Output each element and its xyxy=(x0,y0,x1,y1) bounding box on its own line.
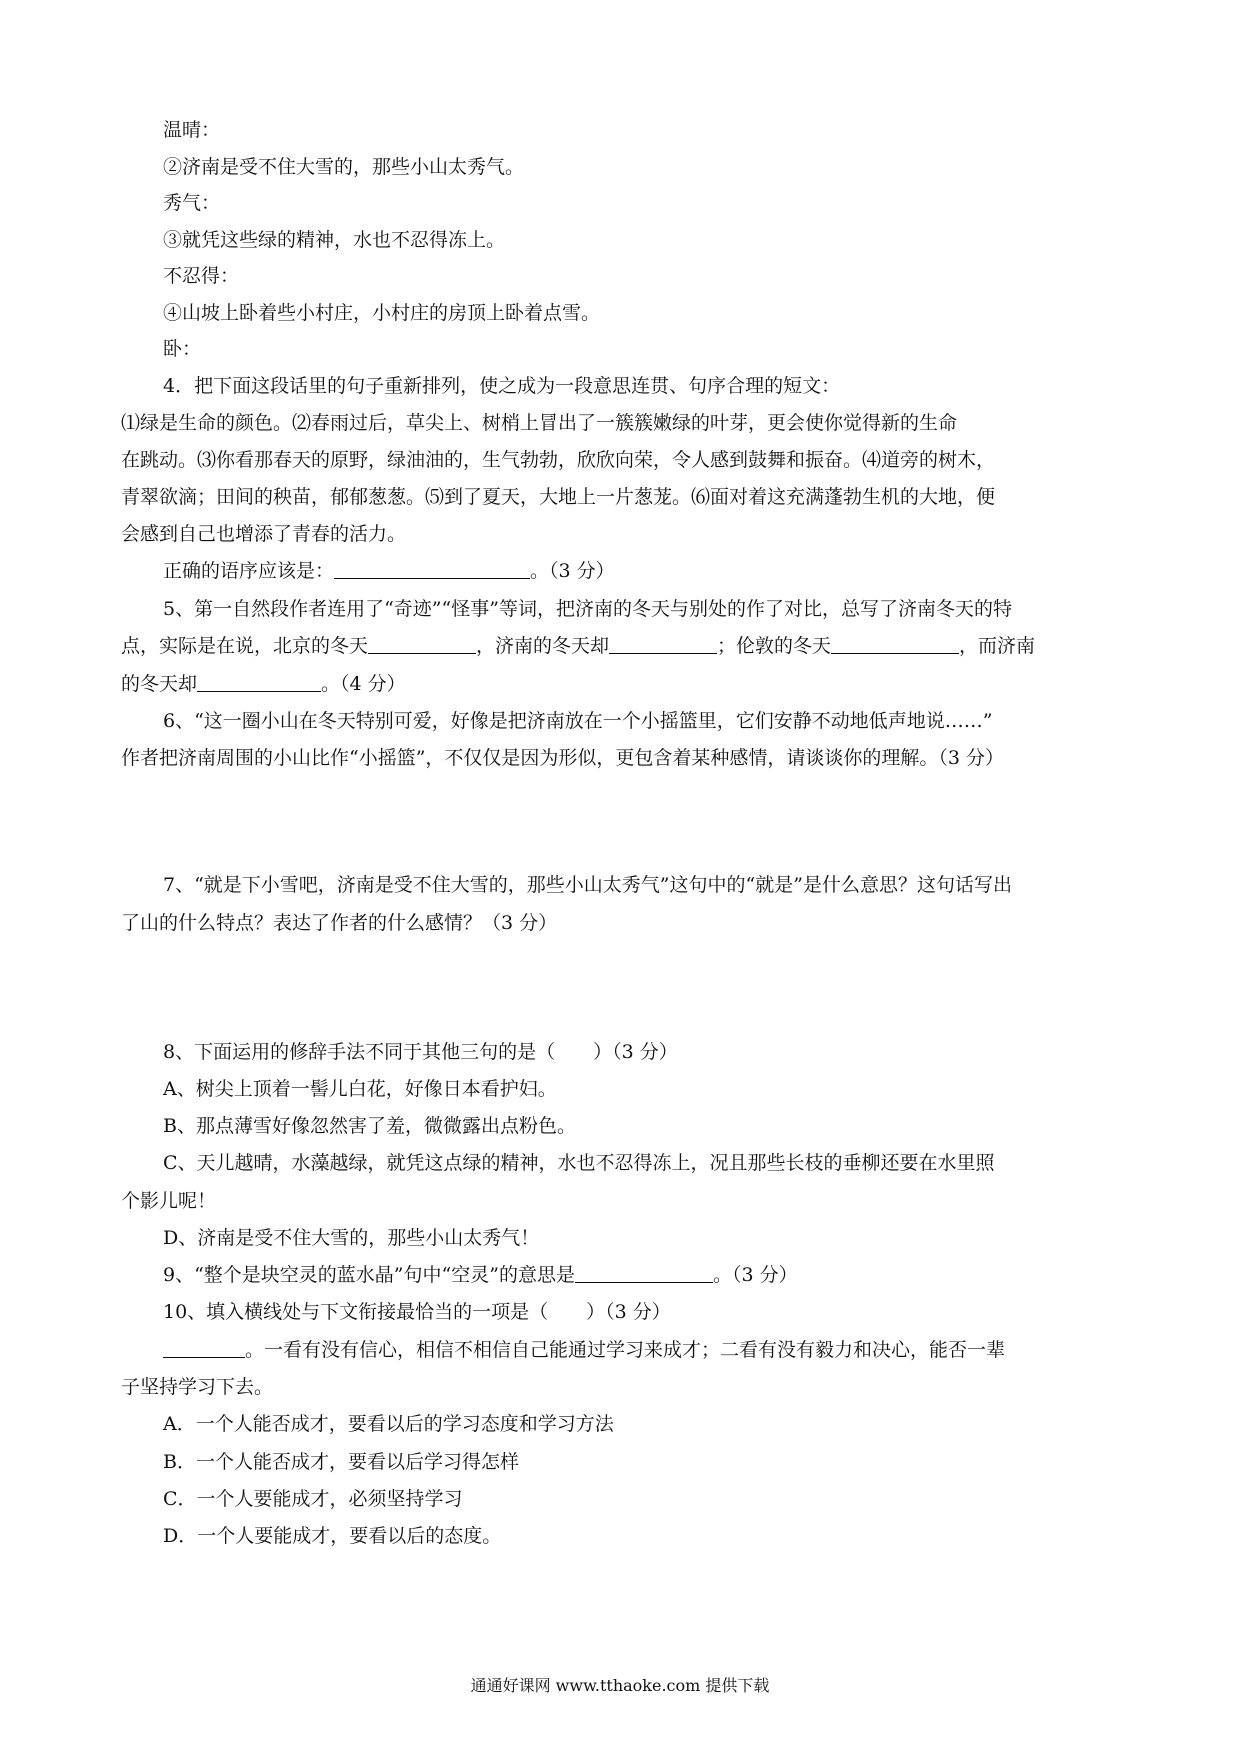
q10-option-d[interactable]: D．一个人要能成才，要看以后的态度。 xyxy=(163,1525,502,1547)
page-footer: 通通好课网 www.tthaoke.com 提供下载 xyxy=(470,1676,770,1695)
q10-para-line-1 xyxy=(163,1338,1005,1362)
q5-text-c: ；伦敦的冬天 xyxy=(717,635,832,657)
q9-line xyxy=(163,1263,798,1287)
q9-text-a: 9、“整个是块空灵的蓝水晶”句中“空灵”的意思是 xyxy=(163,1264,575,1286)
q8-stem: 8、下面运用的修辞手法不同于其他三句的是（ ）（3 分） xyxy=(163,1041,678,1063)
q5-line-3 xyxy=(121,672,406,696)
q10-stem: 10、填入横线处与下文衔接最恰当的一项是（ ）（3 分） xyxy=(163,1301,671,1323)
q7-line-1: 7、“就是下小雪吧，济南是受不住大雪的，那些小山太秀气”这句中的“就是”是什么意思？这句话写出 xyxy=(163,874,1012,896)
q4-answer-line xyxy=(163,559,615,583)
q10-para-line-2: 子坚持学习下去。 xyxy=(121,1376,274,1398)
q8-option-c-cont: 个影儿呢！ xyxy=(121,1190,217,1212)
q10-para-text: 。一看有没有信心，相信不相信自己能通过学习来成才；二看有没有毅力和决心，能否一辈 xyxy=(245,1339,1006,1361)
q8-option-d[interactable]: D、济南是受不住大雪的，那些小山太秀气！ xyxy=(163,1227,540,1249)
q6-line-2: 作者把济南周围的小山比作“小摇篮”，不仅仅是因为形似，更包含着某种感情，请谈谈你的理解。（3 分） xyxy=(121,747,1005,769)
q4-answer-blank[interactable] xyxy=(334,560,530,579)
q9-answer-blank[interactable] xyxy=(575,1264,713,1283)
q5-blank-beijing[interactable] xyxy=(368,635,476,654)
q4-answer-score: 。（3 分） xyxy=(530,560,615,582)
q9-text-b: 。（3 分） xyxy=(712,1264,798,1286)
q5-text-d: ，而济南 xyxy=(959,635,1036,657)
q10-answer-blank[interactable] xyxy=(163,1339,245,1358)
q7-line-2: 了山的什么特点？表达了作者的什么感情？（3 分） xyxy=(121,912,558,934)
vocab-word-3: 不忍得： xyxy=(163,265,240,287)
q5-blank-london[interactable] xyxy=(831,635,959,654)
q4-para-line-2: 在跳动。⑶你看那春天的原野，绿油油的，生气勃勃，欣欣向荣，令人感到鼓舞和振奋。⑷道旁的树木， xyxy=(121,449,996,471)
q8-option-b[interactable]: B、那点薄雪好像忽然害了羞，微微露出点粉色。 xyxy=(163,1115,576,1137)
q5-text-b: ，济南的冬天却 xyxy=(476,635,610,657)
q6-line-1: 6、“这一圈小山在冬天特别可爱，好像是把济南放在一个小摇篮里，它们安静不动地低声地说……” xyxy=(163,710,993,732)
vocab-word-2: 秀气： xyxy=(163,192,221,214)
q5-text-f: 。（4 分） xyxy=(321,673,406,695)
q5-blank-jinan-1[interactable] xyxy=(609,635,717,654)
q5-line-1: 5、第一自然段作者连用了“奇迹”“怪事”等词，把济南的冬天与别处的作了对比，总写了济南冬天的特 xyxy=(163,598,1012,620)
vocab-word-4: 卧： xyxy=(163,338,202,360)
q8-option-a[interactable]: A、树尖上顶着一髻儿白花，好像日本看护妇。 xyxy=(163,1078,557,1100)
q10-option-b[interactable]: B．一个人能否成才，要看以后学习得怎样 xyxy=(163,1451,519,1473)
q4-stem: 4．把下面这段话里的句子重新排列，使之成为一段意思连贯、句序合理的短文： xyxy=(163,375,841,397)
q4-answer-label: 正确的语序应该是： xyxy=(163,560,335,582)
q4-para-line-3: 青翠欲滴；田间的秧苗，郁郁葱葱。⑸到了夏天，大地上一片葱茏。⑹面对着这充满蓬勃生机的大地，便 xyxy=(121,486,996,508)
q4-para-line-4: 会感到自己也增添了青春的活力。 xyxy=(121,523,407,545)
q10-option-c[interactable]: C．一个人要能成才，必须坚持学习 xyxy=(163,1488,463,1510)
q5-line-2 xyxy=(121,634,1035,658)
vocab-word-1: 温晴： xyxy=(163,119,221,141)
q5-text-a: 点，实际是在说，北京的冬天 xyxy=(121,635,369,657)
vocab-sentence-2: ②济南是受不住大雪的，那些小山太秀气。 xyxy=(163,156,525,178)
q10-option-a[interactable]: A．一个人能否成才，要看以后的学习态度和学习方法 xyxy=(163,1413,614,1435)
vocab-sentence-4: ④山坡上卧着些小村庄，小村庄的房顶上卧着点雪。 xyxy=(163,302,601,324)
vocab-sentence-3: ③就凭这些绿的精神，水也不忍得冻上。 xyxy=(163,229,506,251)
q4-para-line-1: ⑴绿是生命的颜色。⑵春雨过后，草尖上、树梢上冒出了一簇簇嫩绿的叶芽，更会使你觉得新的生命 xyxy=(121,412,958,434)
q8-option-c[interactable]: C、天儿越晴，水藻越绿，就凭这点绿的精神，水也不忍得冻上，况且那些长枝的垂柳还要在水里照 xyxy=(163,1152,995,1174)
q5-blank-jinan-2[interactable] xyxy=(197,673,321,692)
q5-text-e: 的冬天却 xyxy=(121,673,198,695)
